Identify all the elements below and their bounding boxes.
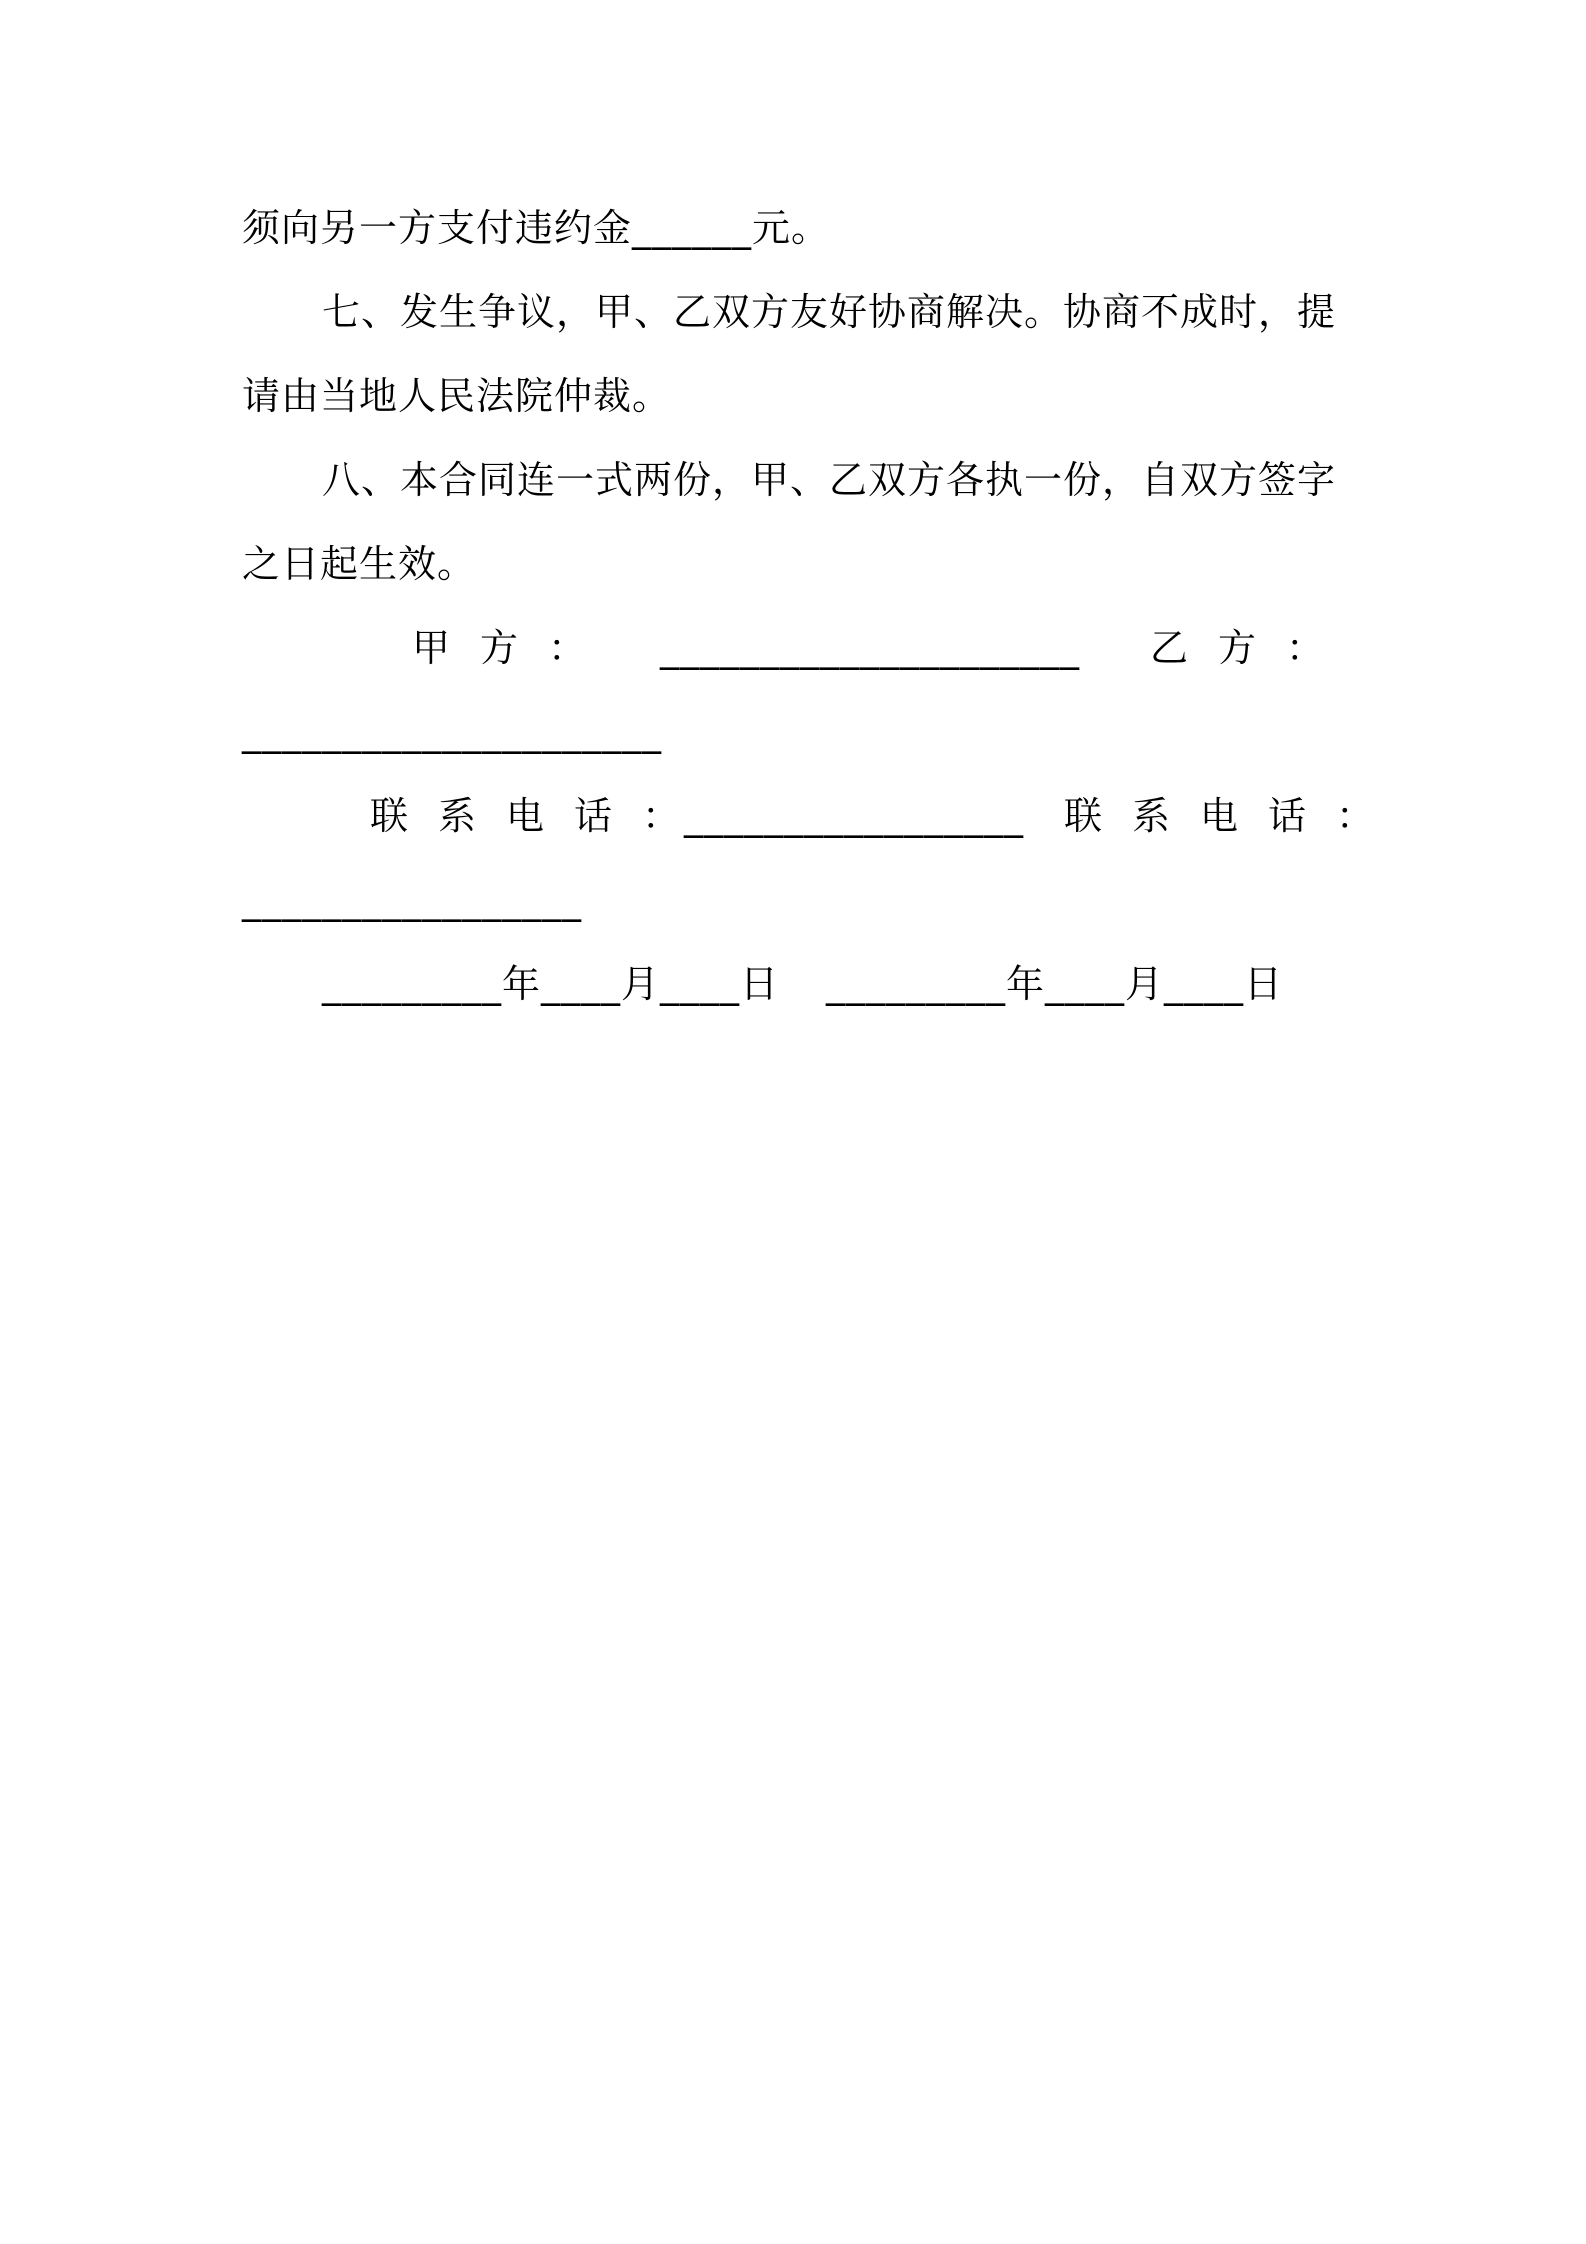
party-a-date: _________年____月____日	[322, 962, 780, 1006]
party-b-phone-label: 联系电话：	[1064, 794, 1405, 838]
party-a-label: 甲方：	[412, 626, 617, 670]
dispute-clause-line-2: 请由当地人民法院仲裁。	[242, 374, 672, 418]
party-b-signature-blank: _____________________	[242, 710, 662, 754]
party-a-signature-blank: _____________________	[660, 626, 1080, 670]
party-b-date: _________年____月____日	[826, 962, 1284, 1006]
copies-clause-line-2: 之日起生效。	[242, 542, 477, 586]
penalty-clause-line: 须向另一方支付违约金______元。	[242, 206, 831, 250]
party-a-phone-blank: _________________	[684, 794, 1024, 838]
party-b-phone-blank: _________________	[242, 878, 582, 922]
party-a-phone-label: 联系电话：	[370, 794, 711, 838]
copies-clause-line-1: 八、本合同连一式两份，甲、乙双方各执一份，自双方签字	[322, 458, 1337, 502]
party-b-label: 乙方：	[1150, 626, 1355, 670]
dispute-clause-line-1: 七、发生争议，甲、乙双方友好协商解决。协商不成时，提	[322, 290, 1337, 334]
